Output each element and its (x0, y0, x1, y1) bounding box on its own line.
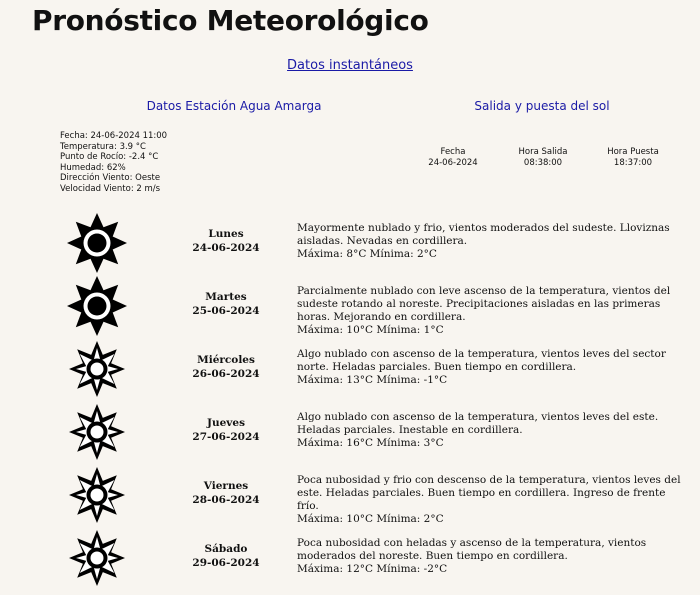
day-name: Sábado (204, 543, 248, 555)
station-data-panel (60, 131, 167, 194)
day-description (297, 474, 689, 526)
station-wind-direction: Dirección Viento: Oeste (60, 173, 161, 183)
sun-value-date: 24-06-2024 (428, 157, 478, 168)
station-dew-point: Punto de Rocío: -2.4 °C (60, 152, 159, 162)
day-description (297, 285, 689, 337)
sun-header-sunset: Hora Puesta (607, 147, 659, 157)
sun-header-sunrise: Hora Salida (518, 147, 568, 157)
day-date: 27-06-2024 (192, 431, 260, 443)
sunrise-sunset-heading[interactable]: Salida y puesta del sol (474, 99, 610, 113)
forecast-row (0, 399, 700, 462)
sun-icon (66, 212, 128, 274)
day-temperatures: Máxima: 10°C Mínima: 2°C (297, 513, 444, 525)
day-date: 26-06-2024 (192, 368, 260, 380)
sun-outline-icon (66, 338, 128, 400)
forecast-row (0, 273, 700, 336)
day-description (297, 348, 689, 387)
day-temperatures: Máxima: 16°C Mínima: 3°C (297, 437, 444, 449)
day-description-text: Poca nubosidad con heladas y ascenso de la temperatura, vientos moderados del noreste. Buen tiempo en cordillera. (297, 537, 647, 562)
day-description-text: Parcialmente nublado con leve ascenso de la temperatura, vientos del sudeste rotando al noreste. Precipitaciones aisladas en las primeras horas. Mejorando en cordillera. (297, 285, 671, 323)
day-temperatures: Máxima: 10°C Mínima: 1°C (297, 324, 444, 336)
day-description-text: Mayormente nublado y frio, vientos moderados del sudeste. Lloviznas aisladas. Nevadas en cordillera. (297, 222, 670, 247)
day-temperatures: Máxima: 8°C Mínima: 2°C (297, 248, 437, 260)
forecast-row (0, 525, 700, 588)
day-description (297, 222, 689, 261)
sun-icon (66, 275, 128, 337)
day-name: Lunes (208, 228, 244, 240)
sun-header-date: Fecha (440, 147, 466, 157)
day-name: Miércoles (197, 354, 255, 366)
day-date: 25-06-2024 (192, 305, 260, 317)
forecast-row (0, 336, 700, 399)
day-description-text: Poca nubosidad y frio con descenso de la temperatura, vientos leves del este. Heladas parciales. Buen tiempo en cordillera. Ingreso de frente frío. (297, 474, 681, 512)
station-temperature: Temperatura: 3.9 °C (60, 141, 146, 152)
day-name: Martes (205, 291, 247, 303)
day-description-text: Algo nublado con ascenso de la temperatura, vientos leves del este. Heladas parciales. Inestable en cordillera. (297, 411, 659, 436)
forecast-row (0, 210, 700, 273)
day-description-text: Algo nublado con ascenso de la temperatura, vientos leves del sector norte. Heladas parciales. Buen tiempo en cordillera. (297, 348, 666, 373)
sun-outline-icon (66, 527, 128, 589)
forecast-row (0, 462, 700, 525)
day-date: 29-06-2024 (192, 557, 260, 569)
sun-outline-icon (66, 464, 128, 526)
station-humidity: Humedad: 62% (60, 162, 126, 173)
station-wind-speed: Velocidad Viento: 2 m/s (60, 183, 161, 194)
sun-value-sunset: 18:37:00 (613, 157, 653, 168)
page-title: Pronóstico Meteorológico (32, 4, 429, 37)
instant-data-link[interactable]: Datos instantáneos (287, 58, 413, 73)
sunrise-sunset-table (408, 147, 678, 168)
station-date: Fecha: 24-06-2024 11:00 (60, 131, 168, 141)
sun-outline-icon (66, 401, 128, 463)
day-description (297, 411, 689, 450)
sun-value-sunrise: 08:38:00 (523, 157, 563, 168)
day-date: 24-06-2024 (192, 242, 260, 254)
forecast-list (0, 210, 700, 588)
day-name: Jueves (207, 417, 245, 429)
day-temperatures: Máxima: 12°C Mínima: -2°C (297, 563, 448, 575)
day-name: Viernes (203, 480, 249, 492)
day-description (297, 537, 689, 576)
station-data-heading[interactable]: Datos Estación Agua Amarga (146, 99, 322, 113)
day-temperatures: Máxima: 13°C Mínima: -1°C (297, 374, 448, 386)
day-date: 28-06-2024 (192, 494, 260, 506)
